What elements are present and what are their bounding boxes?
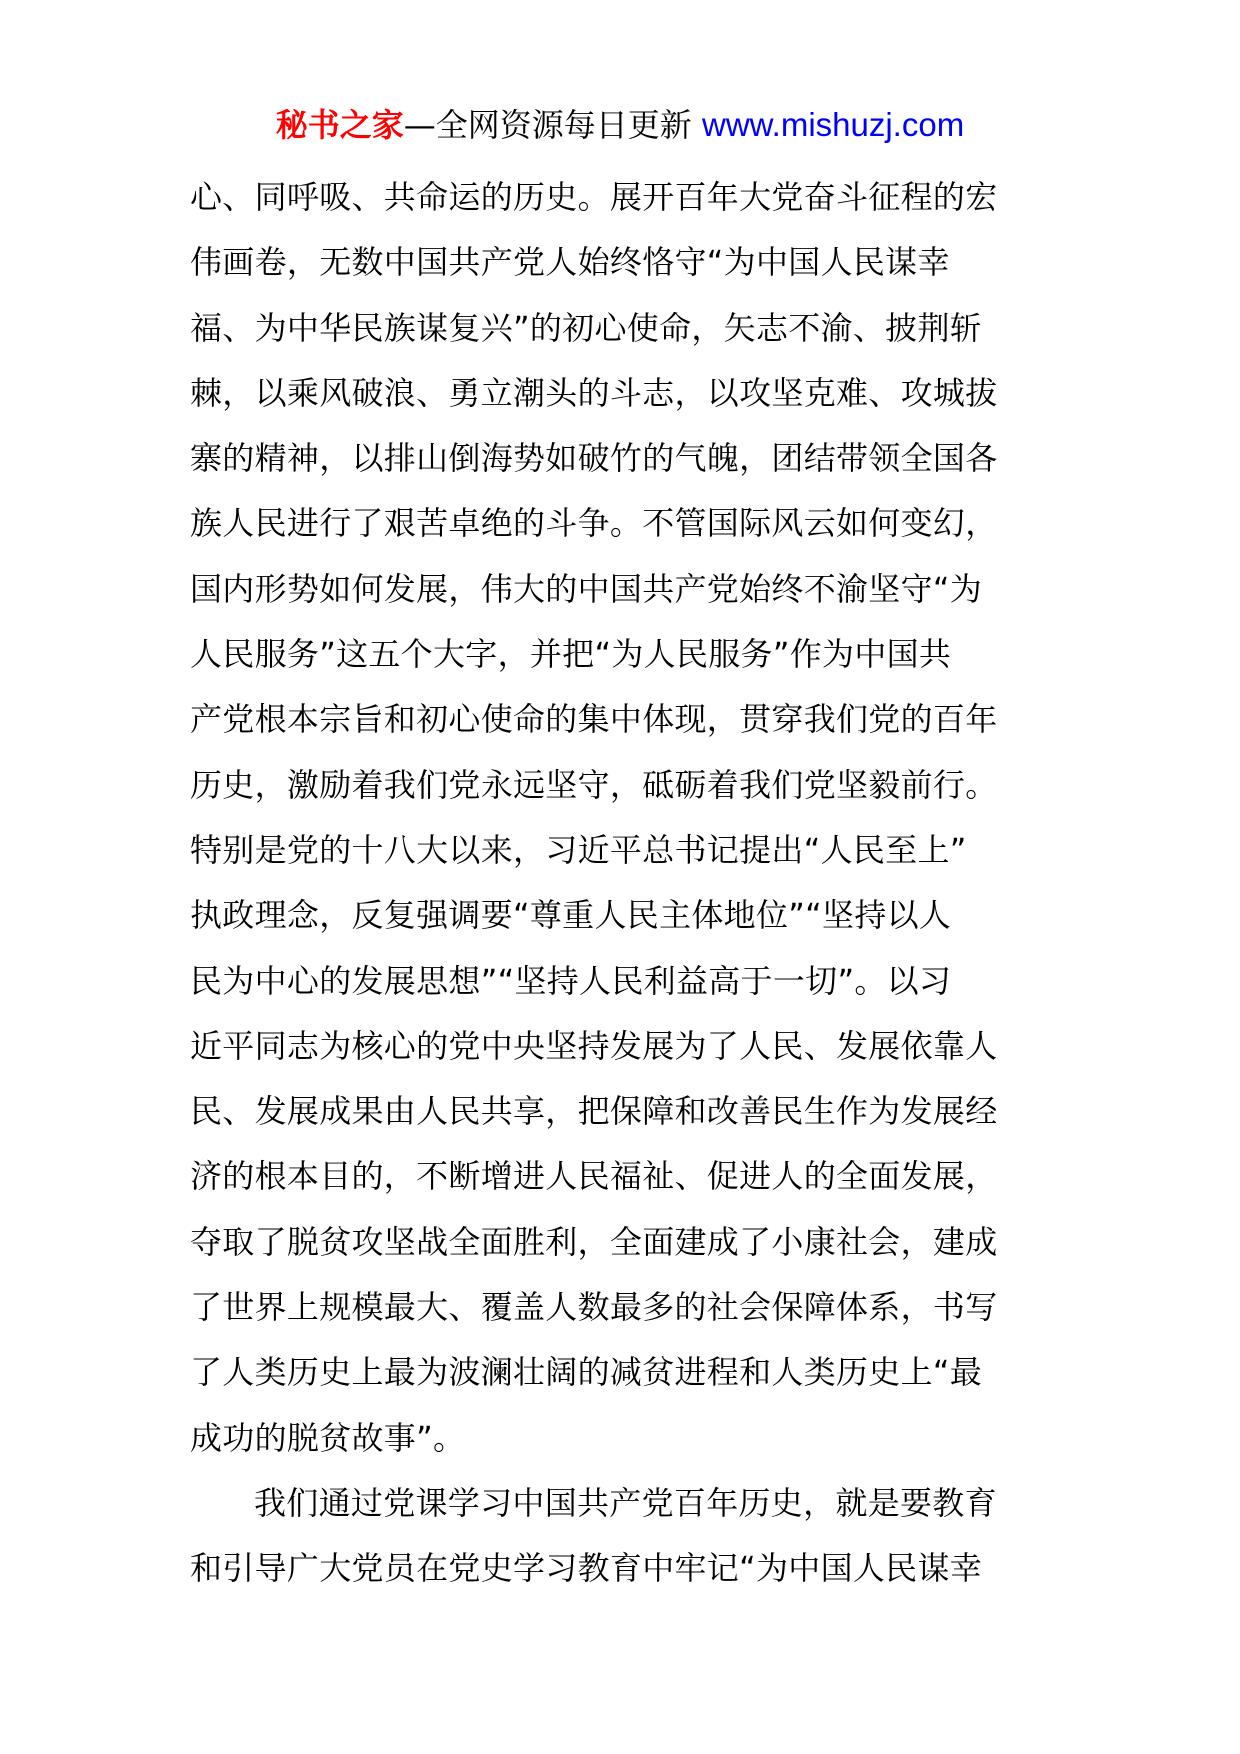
text-line: 族人民进行了艰苦卓绝的斗争。不管国际风云如何变幻， bbox=[190, 504, 998, 543]
text-line: 民为中心的发展思想”“坚持人民利益高于一切”。以习 bbox=[190, 961, 952, 1000]
text-line: 和引导广大党员在党史学习教育中牢记“为中国人民谋幸 bbox=[190, 1549, 983, 1588]
text-line: 心、同呼吸、共命运的历史。展开百年大党奋斗征程的宏 bbox=[190, 178, 998, 216]
text-line: 济的根本目的，不断增进人民福祉、促进人的全面发展， bbox=[190, 1157, 998, 1196]
paragraph-2 bbox=[190, 1471, 1056, 1602]
text-line: 执政理念，反复强调要“尊重人民主体地位”“坚持以人 bbox=[190, 896, 952, 935]
text-line: 了世界上规模最大、覆盖人数最多的社会保障体系，书写 bbox=[190, 1288, 998, 1327]
text-line: 了人类历史上最为波澜壮阔的减贫进程和人类历史上“最 bbox=[190, 1353, 983, 1392]
text-line: 历史，激励着我们党永远坚守，砥砺着我们党坚毅前行。 bbox=[190, 765, 998, 804]
text-line: 国内形势如何发展，伟大的中国共产党始终不渝坚守“为 bbox=[190, 569, 983, 608]
text-line: 民、发展成果由人民共享，把保障和改善民生作为发展经 bbox=[190, 1092, 998, 1131]
header-slogan: —全网资源每日更新 bbox=[403, 106, 702, 144]
text-line: 成功的脱贫故事”。 bbox=[190, 1418, 466, 1457]
text-line: 我们通过党课学习中国共产党百年历史，就是要教育 bbox=[254, 1483, 997, 1522]
text-line: 福、为中华民族谋复兴”的初心使命，矢志不渝、披荆斩 bbox=[190, 308, 983, 347]
document-body bbox=[190, 165, 1056, 1602]
brand-name: 秘书之家 bbox=[275, 106, 404, 144]
text-line: 夺取了脱贫攻坚战全面胜利，全面建成了小康社会，建成 bbox=[190, 1222, 998, 1261]
text-line: 产党根本宗旨和初心使命的集中体现，贯穿我们党的百年 bbox=[190, 700, 998, 739]
text-line: 棘，以乘风破浪、勇立潮头的斗志，以攻坚克难、攻城拔 bbox=[190, 373, 998, 412]
text-line: 人民服务”这五个大字，并把“为人民服务”作为中国共 bbox=[190, 635, 952, 674]
paragraph-1 bbox=[190, 165, 1056, 1471]
text-line: 特别是党的十八大以来，习近平总书记提出“人民至上” bbox=[190, 830, 967, 869]
text-line: 寨的精神，以排山倒海势如破竹的气魄，团结带领全国各 bbox=[190, 439, 998, 478]
page-header bbox=[0, 100, 1240, 150]
header-url[interactable]: www.mishuzj.com bbox=[701, 106, 965, 143]
text-line: 伟画卷，无数中国共产党人始终恪守“为中国人民谋幸 bbox=[190, 243, 950, 282]
text-line: 近平同志为核心的党中央坚持发展为了人民、发展依靠人 bbox=[190, 1026, 998, 1065]
